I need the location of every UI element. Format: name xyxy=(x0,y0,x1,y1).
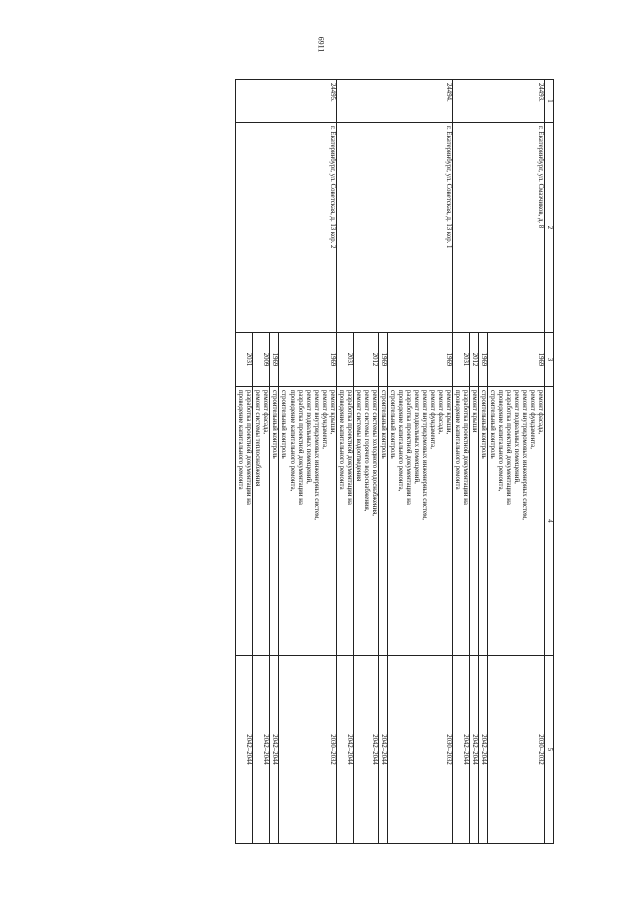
year-cell: 1969 xyxy=(378,333,387,387)
column-header-2: 2 xyxy=(544,123,553,333)
work-types-cell: разработка проектной документации на проведение капитального ремонта xyxy=(236,387,253,656)
building-address: г. Екатеринбург, ул. Советская, д. 13 кор. 2 xyxy=(236,123,336,333)
work-types-cell: строительный контроль xyxy=(478,387,487,656)
repair-schedule-table xyxy=(235,79,554,844)
work-types-cell: ремонт крыши xyxy=(469,387,478,656)
rotated-table-area xyxy=(89,79,554,843)
term-cell: 2030–2032 xyxy=(279,656,336,844)
year-cell: 1969 xyxy=(478,333,487,387)
row-number: 24494. xyxy=(336,80,452,123)
work-types-cell: разработка проектной документации на проведение капитального ремонта xyxy=(336,387,353,656)
term-cell: 2042–2044 xyxy=(353,656,378,844)
work-types-cell: строительный контроль xyxy=(270,387,279,656)
term-cell: 2042–2044 xyxy=(270,656,279,844)
year-cell: 2031 xyxy=(452,333,469,387)
year-cell: 2012 xyxy=(353,333,378,387)
year-cell: 2031 xyxy=(336,333,353,387)
term-cell: 2042–2044 xyxy=(236,656,253,844)
page-number: 6911 xyxy=(316,36,326,53)
term-cell: 2042–2044 xyxy=(469,656,478,844)
year-cell: 2031 xyxy=(236,333,253,387)
table-row xyxy=(387,80,452,844)
table-row xyxy=(487,80,544,844)
column-number-row xyxy=(544,80,553,844)
table-row xyxy=(279,80,336,844)
work-types-cell: ремонт фасада, ремонт фундамента, ремонт внутридомовых инженерных систем, ремонт подвальных помещений, разработка проектной документации на проведение капитального ремонта, строительный контроль xyxy=(487,387,544,656)
row-number: 24495. xyxy=(236,80,336,123)
building-address: г. Екатеринбург, ул. Смазчиков, д. 8 xyxy=(452,123,544,333)
work-types-cell: разработка проектной документации на проведение капитального ремонта xyxy=(452,387,469,656)
work-types-cell: строительный контроль xyxy=(378,387,387,656)
year-cell: 1969 xyxy=(279,333,336,387)
term-cell: 2042–2044 xyxy=(378,656,387,844)
year-cell: 1969 xyxy=(270,333,279,387)
year-cell: 2009 xyxy=(253,333,270,387)
work-types-cell: ремонт системы холодного водоснабжения, ремонт системы горячего водоснабжения, ремонт системы водоотведения xyxy=(353,387,378,656)
column-header-5: 5 xyxy=(544,656,553,844)
work-types-cell: ремонт крыши, ремонт фундамента, ремонт внутридомовых инженерных систем, ремонт подвальных помещений, разработка проектной документации на проведение капитального ремонта, строительный контроль xyxy=(279,387,336,656)
building-address: г. Екатеринбург, ул. Советская, д. 13 кор. 1 xyxy=(336,123,452,333)
column-header-1: 1 xyxy=(544,80,553,123)
column-header-3: 3 xyxy=(544,333,553,387)
year-cell: 1969 xyxy=(387,333,452,387)
column-header-4: 4 xyxy=(544,387,553,656)
work-types-cell: ремонт фасада, ремонт системы теплоснабжения xyxy=(253,387,270,656)
work-types-cell: ремонт крыши, ремонт фасада, ремонт фундамента, ремонт внутридомовых инженерных систем, ремонт подвальных помещений, разработка проектной документации на проведение капитального ремонта, строительный контроль xyxy=(387,387,452,656)
year-cell: 2012 xyxy=(469,333,478,387)
row-number: 24493. xyxy=(452,80,544,123)
term-cell: 2030–2032 xyxy=(387,656,452,844)
term-cell: 2042–2044 xyxy=(336,656,353,844)
term-cell: 2030–2032 xyxy=(487,656,544,844)
term-cell: 2042–2044 xyxy=(452,656,469,844)
year-cell: 1969 xyxy=(487,333,544,387)
term-cell: 2042–2044 xyxy=(253,656,270,844)
term-cell: 2042–2044 xyxy=(478,656,487,844)
